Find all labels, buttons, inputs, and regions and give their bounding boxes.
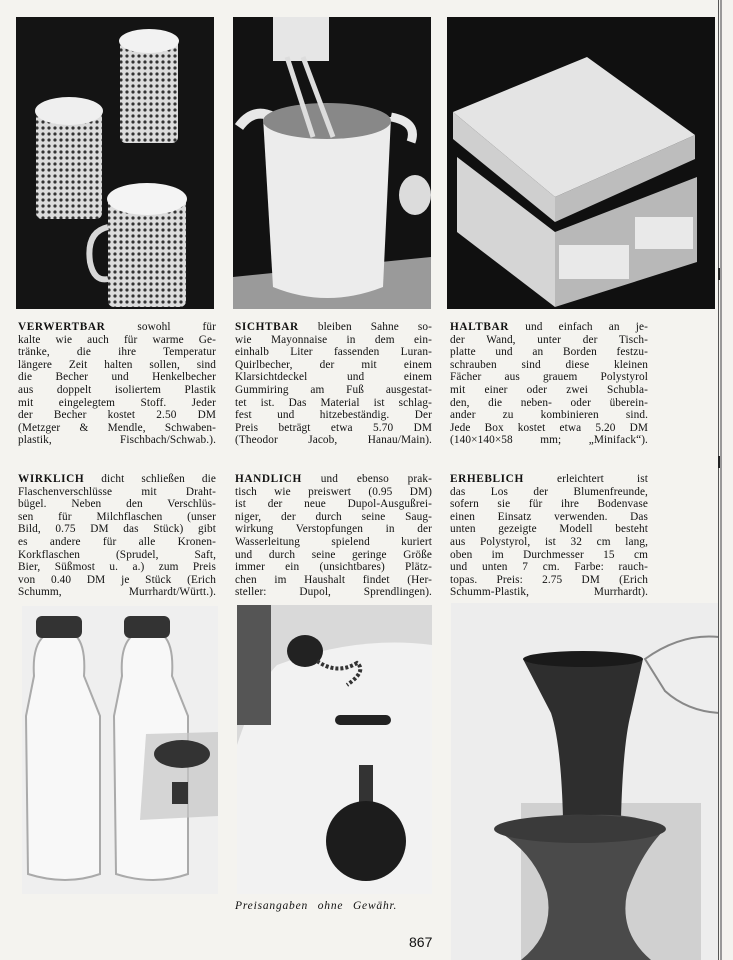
text-line: von 0.40 DM je Stück (Erich bbox=[18, 573, 216, 586]
text-line: mit eingelegtem Stoff. Jeder bbox=[18, 396, 216, 409]
edge-mark bbox=[718, 268, 720, 280]
text-line: topas. Preis: 2.75 DM (Erich bbox=[450, 573, 648, 586]
text-line: chen im Haushalt findet (Her- bbox=[235, 573, 432, 586]
text-line: Bier, Süßmost u. a.) zum Preis bbox=[18, 561, 216, 574]
text-line: sofern sie für ihre Bodenvase bbox=[450, 498, 648, 511]
photo-milk-bottles bbox=[22, 606, 218, 894]
text-line: der Wand, unter der Tisch- bbox=[450, 333, 648, 346]
text-line: immer ein (unsichtbares) Plätz- bbox=[235, 561, 432, 574]
text-line: das Los der Blumenfreunde, bbox=[450, 485, 648, 498]
text-line: kalte wie auch für warme Ge- bbox=[18, 333, 216, 346]
text-line: schrauben sind diese kleinen bbox=[450, 358, 648, 371]
text-line: und durch seine geringe Größe bbox=[235, 548, 432, 561]
text-line: tränke, die ihre Temperatur bbox=[18, 346, 216, 359]
keyword: ERHEBLICH bbox=[450, 473, 524, 485]
photo-sink-plunger bbox=[237, 605, 432, 894]
text-line: die Becher und Henkelbecher bbox=[18, 371, 216, 384]
text-line: Preis beträgt etwa 5.70 DM bbox=[235, 421, 432, 434]
text-line: der Becher kostet 2.50 DM bbox=[18, 409, 216, 422]
text-line: Fächer aus grauem Polystyrol bbox=[450, 371, 648, 384]
text-line: Klarsichtdeckel und einem bbox=[235, 371, 432, 384]
text-line: mit einer oder zwei Schubla- bbox=[450, 383, 648, 396]
text-line: längere Zeit halten sollen, sind bbox=[18, 358, 216, 371]
text-line: Gummiring am Fuß ausgestat- bbox=[235, 383, 432, 396]
text-block-handlich bbox=[235, 473, 432, 599]
text-block-verwertbar bbox=[18, 321, 216, 447]
text-line: oben im Durchmesser 15 cm bbox=[450, 548, 648, 561]
text-line: sowohl für bbox=[105, 321, 216, 333]
text-line: steller: Dupol, Sprendlingen). bbox=[235, 586, 432, 599]
text-line: fest und hitzebeständig. Der bbox=[235, 409, 432, 422]
page-edge bbox=[718, 0, 719, 960]
text-line: es andere für alle Kronen- bbox=[18, 535, 216, 548]
text-line: aus doppelt isoliertem Plastik bbox=[18, 383, 216, 396]
page-edge-shadow bbox=[720, 0, 722, 960]
photo-floor-vase bbox=[451, 603, 719, 960]
text-line: ist der neue Dupol-Ausgußrei- bbox=[235, 498, 432, 511]
keyword: WIRKLICH bbox=[18, 473, 85, 485]
text-line: Schumm, Murrhardt/Württ.). bbox=[18, 586, 216, 599]
text-line: Quirlbecher, der mit einem bbox=[235, 358, 432, 371]
text-line: (Theodor Jacob, Hanau/Main). bbox=[235, 434, 432, 447]
text-line: einen Einsatz verwenden. Das bbox=[450, 510, 648, 523]
text-line: und einfach an je- bbox=[509, 321, 648, 333]
text-block-erheblich bbox=[450, 473, 648, 599]
text-line: Jede Box kostet etwa 5.20 DM bbox=[450, 421, 648, 434]
text-line: Korkflaschen (Sprudel, Saft, bbox=[18, 548, 216, 561]
text-line: tet ist. Das Material ist schlag- bbox=[235, 396, 432, 409]
text-line: (Metzger & Mendle, Schwaben- bbox=[18, 421, 216, 434]
text-line: unten gezeigte Modell besteht bbox=[450, 523, 648, 536]
text-line: wie Mayonnaise in dem ein- bbox=[235, 333, 432, 346]
keyword: VERWERTBAR bbox=[18, 321, 106, 333]
keyword: HANDLICH bbox=[235, 473, 302, 485]
text-line: bleiben Sahne so- bbox=[298, 321, 432, 333]
text-line: plastik, Fischbach/Schwab.). bbox=[18, 434, 216, 447]
text-line: Flaschenverschlüsse mit Draht- bbox=[18, 485, 216, 498]
text-line: Bild, 0.75 DM das Stück) gibt bbox=[18, 523, 216, 536]
text-line: aus Polystyrol, ist 32 cm lang, bbox=[450, 535, 648, 548]
text-block-sichtbar bbox=[235, 321, 432, 447]
photo-storage-boxes bbox=[447, 17, 715, 309]
text-line: einhalb Liter fassenden Luran- bbox=[235, 346, 432, 359]
text-line: dicht schließen die bbox=[84, 473, 216, 485]
price-disclaimer: Preisangaben ohne Gewähr. bbox=[235, 900, 398, 912]
keyword: SICHTBAR bbox=[235, 321, 299, 333]
text-block-wirklich bbox=[18, 473, 216, 599]
text-line: Wasserleitung spielend kuriert bbox=[235, 535, 432, 548]
text-line: wirkung Verstopfungen in der bbox=[235, 523, 432, 536]
text-line: Schumm-Plastik, Murrhardt). bbox=[450, 586, 648, 599]
text-line: niger, der durch seine Saug- bbox=[235, 510, 432, 523]
page-number: 867 bbox=[409, 934, 433, 950]
edge-mark bbox=[718, 456, 720, 468]
text-line: tisch wie preiswert (0.95 DM) bbox=[235, 485, 432, 498]
text-block-haltbar bbox=[450, 321, 648, 447]
text-line: sen für Milchflaschen (unser bbox=[18, 510, 216, 523]
text-line: ander zu kombinieren sind. bbox=[450, 409, 648, 422]
text-line: (140×140×58 mm; „Minifack“). bbox=[450, 434, 648, 447]
text-line: platte und an Borden festzu- bbox=[450, 346, 648, 359]
photo-whisk-jug bbox=[233, 17, 431, 309]
text-line: bügel. Neben den Verschlüs- bbox=[18, 498, 216, 511]
text-line: erleichtert ist bbox=[523, 473, 648, 485]
text-line: und ebenso prak- bbox=[301, 473, 432, 485]
text-line: den, die neben- oder überein- bbox=[450, 396, 648, 409]
photo-insulated-cups bbox=[16, 17, 214, 309]
keyword: HALTBAR bbox=[450, 321, 510, 333]
text-line: und unten 7 cm. Farbe: rauch- bbox=[450, 561, 648, 574]
